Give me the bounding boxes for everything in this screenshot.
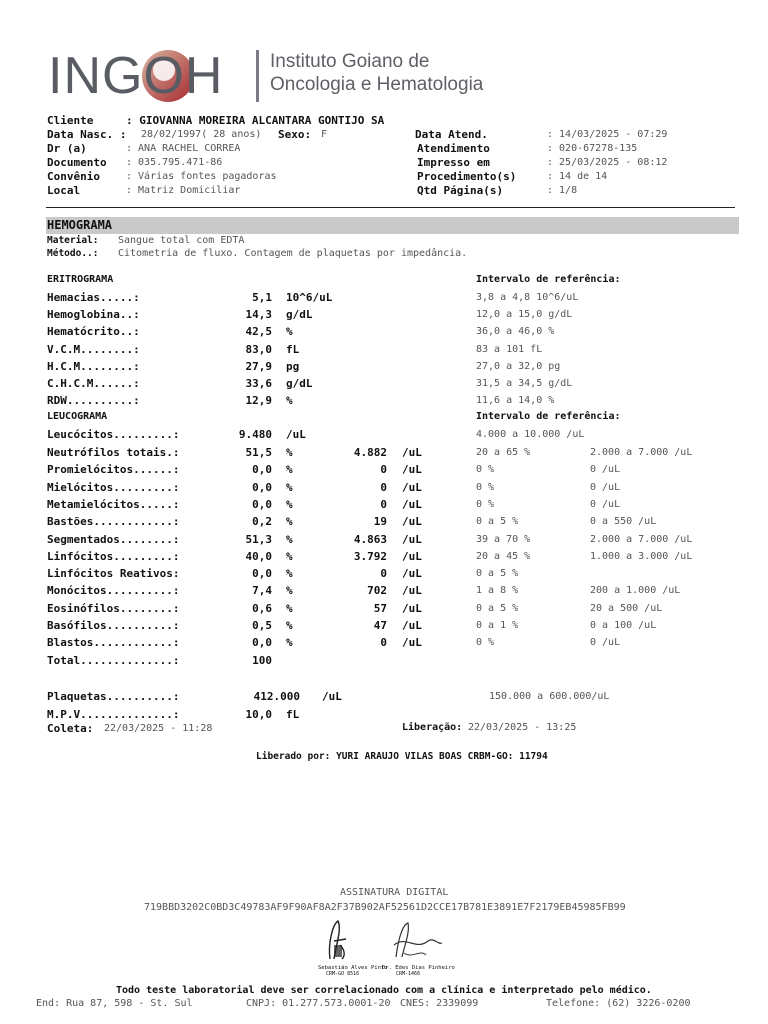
leucograma-row xyxy=(0,446,768,463)
leucograma-abs: 0 xyxy=(380,480,387,494)
documento-value: : 035.795.471-86 xyxy=(126,157,223,168)
eritrograma-ref: 11,6 a 14,0 % xyxy=(476,395,555,407)
handwritten-signatures xyxy=(316,915,448,965)
eritrograma-value: 42,5 xyxy=(245,325,272,339)
leucograma-ref-abs: 1.000 a 3.000 /uL xyxy=(590,550,693,562)
leucograma-pct-unit: % xyxy=(286,619,293,632)
eritrograma-value: 27,9 xyxy=(245,359,272,373)
eritrograma-unit: g/dL xyxy=(286,377,313,390)
assinatura-hash: 719BBD3202C0BD3C49783AF9F90AF8A2F37B902AF52561D2CCE17B781E3891E7F2179EB45985FB99 xyxy=(144,902,626,913)
header-divider xyxy=(46,207,735,208)
eritrograma-row xyxy=(0,377,768,394)
leucograma-ref-abs: 0 /uL xyxy=(590,481,621,493)
eritrograma-label: Hemoglobina..: xyxy=(47,308,140,322)
leucograma-ref-abs: 0 a 100 /uL xyxy=(590,620,657,631)
leucograma-pct-unit: % xyxy=(286,549,293,563)
eritrograma-label: C.H.C.M......: xyxy=(47,377,140,390)
leucograma-ref-pct: 0 a 5 % xyxy=(476,602,519,614)
eritrograma-label: Hematócrito..: xyxy=(47,325,140,339)
leucograma-abs-unit: /uL xyxy=(402,446,422,459)
mpv-unit: fL xyxy=(286,708,300,721)
data-atend-value: : 14/03/2025 - 07:29 xyxy=(547,129,668,140)
material-value: Sangue total com EDTA xyxy=(118,235,245,246)
liberacao-label: Liberação: xyxy=(402,722,463,733)
leucograma-ref-pct: 0 % xyxy=(476,464,495,476)
convenio-value: : Várias fontes pagadoras xyxy=(126,171,277,182)
leucograma-pct: 51,5 xyxy=(245,446,272,459)
leucograma-heading: LEUCOGRAMA xyxy=(47,411,108,422)
nasc-value: 28/02/1997( 28 anos) xyxy=(141,129,262,140)
assinatura-title: ASSINATURA DIGITAL xyxy=(340,887,449,898)
eritrograma-heading: ERITROGRAMA xyxy=(47,274,114,285)
plaquetas-label: Plaquetas..........: xyxy=(47,690,180,703)
leucograma-ref-pct: 0 a 5 % xyxy=(476,516,519,528)
leucograma-pct: 0,0 xyxy=(252,480,272,494)
qtd-pagina-value: : 1/8 xyxy=(547,185,578,196)
leucograma-ref-abs: 2.000 a 7.000 /uL xyxy=(590,533,693,545)
leucograma-label: Linfócitos.........: xyxy=(47,549,180,563)
dr-value: : ANA RACHEL CORREA xyxy=(126,143,241,154)
leucograma-abs-unit: /uL xyxy=(402,497,422,511)
footer-cnpj: CNPJ: 01.277.573.0001-20 xyxy=(246,998,391,1009)
plaquetas-ref: 150.000 a 600.000/uL xyxy=(489,691,610,702)
leucograma-label: Promielócitos......: xyxy=(47,463,180,477)
eritrograma-unit: % xyxy=(286,394,293,408)
eritrograma-unit: % xyxy=(286,325,293,339)
leucograma-ref-abs: 2.000 a 7.000 /uL xyxy=(590,447,693,458)
footer-cnes: CNES: 2339099 xyxy=(400,998,479,1009)
leucograma-abs-unit: /uL xyxy=(402,515,422,529)
leucograma-abs-unit: /uL xyxy=(402,619,422,632)
leucograma-row xyxy=(0,636,768,653)
leucograma-pct-unit: % xyxy=(286,567,293,581)
leucograma-pct: 0,6 xyxy=(252,601,272,615)
leucograma-pct: 0,0 xyxy=(252,463,272,477)
signatures-block xyxy=(316,915,455,977)
impresso-label: Impresso em xyxy=(417,156,490,169)
eritrograma-row xyxy=(0,308,768,325)
eritrograma-value: 12,9 xyxy=(245,394,272,408)
leucograma-row xyxy=(0,567,768,584)
leucograma-pct-unit: % xyxy=(286,480,293,494)
leucograma-label: Bastões............: xyxy=(47,515,180,529)
leucograma-abs: 4.882 xyxy=(353,446,387,459)
logo-wordmark: INGOH xyxy=(48,47,224,105)
leucograma-pct-unit: % xyxy=(286,446,293,459)
eritrograma-unit: g/dL xyxy=(286,308,313,322)
leucograma-label: Total..............: xyxy=(47,653,180,667)
leucograma-abs: 4.863 xyxy=(353,532,387,546)
logo-name-line-2: Oncologia e Hematologia xyxy=(270,74,484,95)
leucocitos-ref: 4.000 a 10.000 /uL xyxy=(476,429,585,440)
plaquetas-row xyxy=(0,690,768,707)
leucograma-ref-pct: 1 a 8 % xyxy=(476,585,519,597)
atendimento-value: : 020-67278-135 xyxy=(547,143,638,154)
leucograma-ref-pct: 20 a 65 % xyxy=(476,447,531,458)
eritrograma-row xyxy=(0,394,768,411)
eritrograma-label: Hemacias.....: xyxy=(47,291,140,304)
leucograma-abs-unit: /uL xyxy=(402,584,422,598)
footer-address: End: Rua 87, 598 - St. Sul xyxy=(36,998,193,1009)
leucograma-abs: 0 xyxy=(380,636,387,650)
procedimento-label: Procedimento(s) xyxy=(417,170,517,183)
eritrograma-label: H.C.M........: xyxy=(47,359,140,373)
leucograma-label: Mielócitos.........: xyxy=(47,480,180,494)
local-label: Local xyxy=(47,184,81,197)
leucocitos-value: 9.480 xyxy=(238,428,272,441)
leucograma-ref-pct: 0 % xyxy=(476,498,495,510)
eritrograma-row xyxy=(0,325,768,342)
eritrograma-ref: 36,0 a 46,0 % xyxy=(476,326,555,338)
leucograma-pct: 0,0 xyxy=(252,497,272,511)
cliente-label: Cliente xyxy=(47,114,94,127)
leucograma-label: Eosinófilos........: xyxy=(47,601,180,615)
exam-title: HEMOGRAMA xyxy=(47,218,113,232)
sexo-label: Sexo: xyxy=(278,128,312,141)
coleta-value: 22/03/2025 - 11:28 xyxy=(104,723,213,734)
leucograma-label: Blastos............: xyxy=(47,636,180,650)
institute-logo xyxy=(48,40,484,112)
mpv-value: 10,0 xyxy=(245,708,272,721)
footer-note: Todo teste laboratorial deve ser correlacionado com a clínica e interpretado pelo médico. xyxy=(116,985,652,996)
leucograma-pct-unit: % xyxy=(286,515,293,529)
leucograma-pct-unit: % xyxy=(286,463,293,477)
convenio-label: Convênio xyxy=(47,170,100,183)
leucograma-ref-abs: 200 a 1.000 /uL xyxy=(590,585,681,597)
mpv-label: M.P.V..............: xyxy=(47,708,180,721)
material-label: Material: xyxy=(47,235,99,246)
cliente-value: : GIOVANNA MOREIRA ALCANTARA GONTIJO SA xyxy=(126,114,385,127)
leucograma-pct: 7,4 xyxy=(252,584,272,598)
plaquetas-unit: /uL xyxy=(322,690,342,703)
eritrograma-value: 14,3 xyxy=(245,308,272,322)
leucograma-label: Linfócitos Reativos: xyxy=(47,567,180,581)
leucograma-label: Neutrófilos totais.: xyxy=(47,446,180,459)
dr-label: Dr (a) xyxy=(47,142,87,155)
leucograma-pct-unit: % xyxy=(286,584,293,598)
local-value: : Matriz Domiciliar xyxy=(126,185,241,196)
liberacao-value: 22/03/2025 - 13:25 xyxy=(468,722,577,733)
leucograma-abs-unit: /uL xyxy=(402,636,422,650)
leucograma-abs-unit: /uL xyxy=(402,601,422,615)
eritrograma-row xyxy=(0,291,768,308)
leucograma-ref-abs: 20 a 500 /uL xyxy=(590,602,663,614)
leucograma-ref-pct: 39 a 70 % xyxy=(476,533,531,545)
liberado-por: Liberado por: YURI ARAUJO VILAS BOAS CRBM-GO: 11794 xyxy=(256,751,548,762)
footer-phone: Telefone: (62) 3226-0200 xyxy=(546,998,691,1009)
leucograma-ref-abs: 0 /uL xyxy=(590,498,621,510)
logo-institute-name xyxy=(270,50,483,96)
leucograma-pct-unit: % xyxy=(286,532,293,546)
plaquetas-value: 412.000 xyxy=(253,690,300,703)
leucograma-row xyxy=(0,602,768,619)
atendimento-label: Atendimento xyxy=(417,142,490,155)
leucograma-pct: 0,0 xyxy=(252,636,272,650)
leucograma-pct: 100 xyxy=(252,653,272,667)
impresso-value: : 25/03/2025 - 08:12 xyxy=(547,157,668,168)
signature-2-reg: CRM-1466 xyxy=(396,971,421,977)
eritrograma-row xyxy=(0,343,768,360)
leucograma-row xyxy=(0,481,768,498)
leucograma-ref-abs: 0 /uL xyxy=(590,464,621,476)
leucograma-row xyxy=(0,584,768,601)
eritrograma-ref: 27,0 a 32,0 pg xyxy=(476,360,561,372)
procedimento-value: : 14 de 14 xyxy=(547,171,608,182)
data-atend-label: Data Atend. xyxy=(415,128,488,141)
eritrograma-value: 33,6 xyxy=(245,377,272,390)
leucograma-ref-pct: 0 a 5 % xyxy=(476,568,519,580)
leucograma-ref-pct: 0 % xyxy=(476,481,495,493)
eritrograma-unit: 10^6/uL xyxy=(286,291,333,304)
leucograma-ref-heading: Intervalo de referência: xyxy=(476,411,621,422)
leucocitos-unit: /uL xyxy=(286,428,306,441)
nasc-label: Data Nasc. : xyxy=(47,128,127,141)
logo-name-line-1: Instituto Goiano de xyxy=(270,51,430,72)
eritrograma-ref-heading: Intervalo de referência: xyxy=(476,274,621,285)
leucocitos-label: Leucócitos.........: xyxy=(47,428,180,441)
leucocitos-row xyxy=(0,428,768,445)
leucograma-abs: 3.792 xyxy=(353,549,387,563)
leucograma-pct-unit: % xyxy=(286,497,293,511)
leucograma-abs: 19 xyxy=(373,515,387,529)
leucograma-label: Metamielócitos.....: xyxy=(47,497,180,511)
leucograma-pct: 40,0 xyxy=(245,549,272,563)
leucograma-row xyxy=(0,498,768,515)
leucograma-ref-pct: 0 a 1 % xyxy=(476,620,519,631)
leucograma-row xyxy=(0,463,768,480)
leucograma-pct: 0,0 xyxy=(252,567,272,581)
leucograma-pct-unit: % xyxy=(286,636,293,650)
eritrograma-unit: fL xyxy=(286,342,300,356)
eritrograma-unit: pg xyxy=(286,359,300,373)
sexo-value: F xyxy=(321,129,328,140)
logo-divider xyxy=(256,50,259,102)
leucograma-abs: 47 xyxy=(373,619,387,632)
signature-1-reg: CRM-GO 8516 xyxy=(326,971,360,977)
eritrograma-ref: 83 a 101 fL xyxy=(476,343,543,355)
leucograma-row xyxy=(0,550,768,567)
leucograma-abs-unit: /uL xyxy=(402,480,422,494)
eritrograma-ref: 31,5 a 34,5 g/dL xyxy=(476,378,573,389)
leucograma-abs: 0 xyxy=(380,463,387,477)
metodo-value: Citometria de fluxo. Contagem de plaquetas por impedância. xyxy=(118,248,468,259)
leucograma-row xyxy=(0,619,768,636)
signature-1-name: Sebastião Alves Pinto xyxy=(318,965,388,971)
leucograma-label: Segmentados........: xyxy=(47,532,180,546)
leucograma-ref-pct: 20 a 45 % xyxy=(476,550,531,562)
leucograma-label: Basófilos..........: xyxy=(47,619,180,632)
qtd-pagina-label: Qtd Página(s) xyxy=(417,184,504,197)
eritrograma-row xyxy=(0,360,768,377)
leucograma-abs: 0 xyxy=(380,497,387,511)
leucograma-abs: 702 xyxy=(367,584,387,598)
leucograma-abs-unit: /uL xyxy=(402,532,422,546)
leucograma-abs: 57 xyxy=(373,601,387,615)
eritrograma-value: 5,1 xyxy=(252,291,272,304)
documento-label: Documento xyxy=(47,156,107,169)
eritrograma-ref: 3,8 a 4,8 10^6/uL xyxy=(476,292,579,303)
eritrograma-ref: 12,0 a 15,0 g/dL xyxy=(476,309,573,321)
leucograma-row xyxy=(0,533,768,550)
coleta-label: Coleta: xyxy=(47,722,94,735)
leucograma-pct-unit: % xyxy=(286,601,293,615)
eritrograma-value: 83,0 xyxy=(245,342,272,356)
leucograma-ref-abs: 0 a 550 /uL xyxy=(590,516,657,528)
leucograma-pct: 0,5 xyxy=(252,619,272,632)
leucograma-ref-pct: 0 % xyxy=(476,637,495,649)
signature-2-name: Dr. Edes Dias Pinheiro xyxy=(382,965,455,971)
leucograma-abs-unit: /uL xyxy=(402,463,422,477)
leucograma-ref-abs: 0 /uL xyxy=(590,637,621,649)
leucograma-abs-unit: /uL xyxy=(402,567,422,581)
leucograma-pct: 51,3 xyxy=(245,532,272,546)
leucograma-abs: 0 xyxy=(380,567,387,581)
eritrograma-label: RDW..........: xyxy=(47,394,140,408)
leucograma-abs-unit: /uL xyxy=(402,549,422,563)
exam-title-bar xyxy=(46,217,739,234)
leucograma-row xyxy=(0,654,768,671)
eritrograma-label: V.C.M........: xyxy=(47,342,140,356)
leucograma-pct: 0,2 xyxy=(252,515,272,529)
leucograma-label: Monócitos..........: xyxy=(47,584,180,598)
leucograma-row xyxy=(0,515,768,532)
metodo-label: Método..: xyxy=(47,248,99,259)
